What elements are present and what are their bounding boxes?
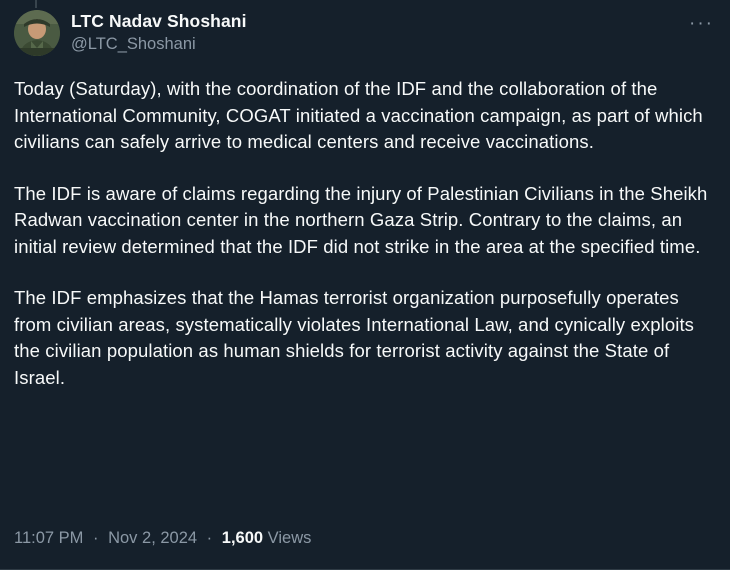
author-display-name[interactable]: LTC Nadav Shoshani bbox=[71, 11, 247, 31]
tweet-paragraph-3: The IDF emphasizes that the Hamas terrorist organization purposefully operates from civilian areas, systematically violates International Law, and cynically exploits the civilian population as human shields for terrorist activity against the State of Israel. bbox=[14, 287, 695, 388]
author-handle[interactable]: @LTC_Shoshani bbox=[71, 35, 196, 53]
more-options-icon[interactable]: ··· bbox=[689, 13, 714, 34]
tweet-header bbox=[14, 10, 716, 56]
meta-separator-2: · bbox=[206, 529, 213, 547]
author-names bbox=[71, 10, 670, 55]
tweet-date: Nov 2, 2024 bbox=[108, 529, 198, 547]
tweet-metadata bbox=[14, 528, 311, 548]
avatar[interactable] bbox=[14, 10, 60, 56]
views-count[interactable]: 1,600 bbox=[221, 529, 264, 547]
tweet-time: 11:07 PM bbox=[14, 529, 84, 547]
thread-connector-line bbox=[35, 0, 37, 8]
tweet-paragraph-1: Today (Saturday), with the coordination of the IDF and the collaboration of the International Community, COGAT initiated a vaccination campaign, as part of which civilians can safely arrive to medical centers and receive vaccinations. bbox=[14, 78, 703, 152]
meta-separator-1: · bbox=[93, 529, 99, 547]
tweet-paragraph-2: The IDF is aware of claims regarding the injury of Palestinian Civilians in the Sheikh Radwan vaccination center in the northern Gaza Strip. Contrary to the claims, an initial review determined that the IDF did not strike in the area at the specified time. bbox=[14, 182, 708, 257]
tweet-text bbox=[14, 76, 716, 391]
views-label[interactable]: Views bbox=[267, 529, 312, 547]
